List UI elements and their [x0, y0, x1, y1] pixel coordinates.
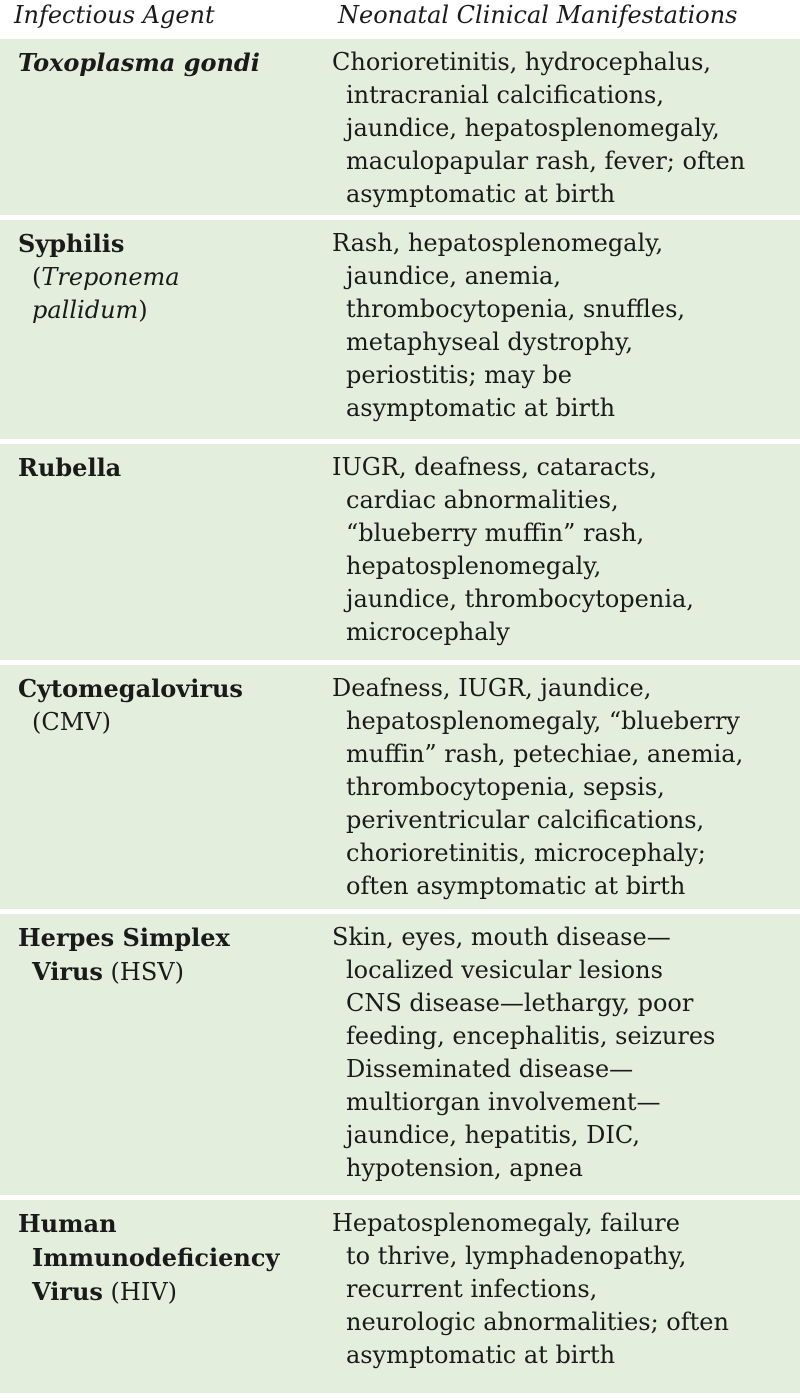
table-row [0, 1200, 800, 1398]
header-manifestations: Neonatal Clinical Manifestations [338, 1, 738, 29]
agent-text: (HIV) [102, 1278, 178, 1306]
agent-cell [0, 665, 330, 909]
agent-line [18, 294, 330, 327]
manifestation-line: IUGR, deafness, cataracts, [332, 453, 658, 481]
manifestation-line: Hepatosplenomegaly, failure [332, 1209, 680, 1237]
table-header [0, 0, 800, 39]
manifestations-cell [330, 39, 800, 215]
agent-text: (CMV) [32, 708, 111, 736]
table-row [0, 914, 800, 1200]
table-row [0, 220, 800, 444]
manifestation-line: jaundice, anemia, [346, 262, 561, 290]
agent-line [18, 227, 330, 261]
agent-text: Immunodeficiency [32, 1243, 280, 1272]
manifestations-cell [330, 665, 800, 909]
manifestation-line: asymptomatic at birth [346, 180, 616, 208]
manifestation-line: multiorgan involvement— [346, 1088, 661, 1116]
agent-line [18, 706, 330, 739]
manifestation-line: Skin, eyes, mouth disease— [332, 923, 671, 951]
manifestation-line: often asymptomatic at birth [346, 872, 686, 900]
agent-cell [0, 444, 330, 660]
agent-text: Treponema [41, 263, 180, 291]
manifestation-line: Disseminated disease— [346, 1055, 634, 1083]
manifestations-cell [330, 444, 800, 660]
agent-cell [0, 39, 330, 215]
manifestation-line: neurologic abnormalities; often [346, 1308, 729, 1336]
table-body [0, 39, 800, 1398]
manifestation-line: muffin” rash, petechiae, anemia, [346, 740, 744, 768]
agent-text: Syphilis [18, 229, 125, 258]
manifestation-line: cardiac abnormalities, [346, 486, 619, 514]
agent-line [18, 261, 330, 294]
manifestation-line: thrombocytopenia, sepsis, [346, 773, 665, 801]
manifestation-line: Rash, hepatosplenomegaly, [332, 229, 664, 257]
manifestations-cell [330, 914, 800, 1195]
manifestation-line: hypotension, apnea [346, 1154, 583, 1182]
agent-text: ( [32, 263, 42, 291]
agent-cell [0, 220, 330, 439]
agent-cell [0, 1200, 330, 1393]
agent-text: Cytomegalovirus [18, 674, 243, 703]
manifestations-cell [330, 220, 800, 439]
agent-line [18, 955, 330, 989]
manifestation-line: hepatosplenomegaly, [346, 552, 602, 580]
manifestation-line: maculopapular rash, fever; often [346, 147, 746, 175]
manifestation-line: asymptomatic at birth [346, 394, 616, 422]
manifestation-line: feeding, encephalitis, seizures [346, 1022, 716, 1050]
agent-text: pallidum [32, 296, 139, 324]
manifestation-line: jaundice, hepatosplenomegaly, [346, 114, 720, 142]
manifestation-line: hepatosplenomegaly, “blueberry [346, 707, 740, 735]
agent-text: Rubella [18, 453, 122, 482]
manifestation-line: periostitis; may be [346, 361, 572, 389]
manifestation-line: microcephaly [346, 618, 510, 646]
agent-text: Virus [32, 1277, 103, 1306]
agent-text: Herpes Simplex [18, 923, 230, 952]
table-row [0, 665, 800, 914]
manifestation-line: intracranial calcifications, [346, 81, 664, 109]
agent-line [18, 672, 330, 706]
agent-text: Toxoplasma gondi [18, 48, 260, 77]
manifestation-line: periventricular calcifications, [346, 806, 705, 834]
agent-line [18, 451, 330, 485]
agent-cell [0, 914, 330, 1195]
manifestation-line: chorioretinitis, microcephaly; [346, 839, 706, 867]
agent-line [18, 921, 330, 955]
manifestation-line: jaundice, hepatitis, DIC, [346, 1121, 641, 1149]
agent-text: (HSV) [102, 958, 184, 986]
manifestations-cell [330, 1200, 800, 1393]
agent-text: Human [18, 1209, 117, 1238]
manifestation-line: localized vesicular lesions [346, 956, 663, 984]
manifestation-line: Chorioretinitis, hydrocephalus, [332, 48, 712, 76]
agent-line [18, 1241, 330, 1275]
manifestation-line: asymptomatic at birth [346, 1341, 616, 1369]
manifestation-line: thrombocytopenia, snuffles, [346, 295, 686, 323]
agent-text: ) [138, 296, 148, 324]
table-row [0, 444, 800, 665]
manifestation-line: Deafness, IUGR, jaundice, [332, 674, 652, 702]
agent-line [18, 1275, 330, 1309]
manifestation-line: jaundice, thrombocytopenia, [346, 585, 694, 613]
manifestation-line: metaphyseal dystrophy, [346, 328, 634, 356]
manifestation-line: to thrive, lymphadenopathy, [346, 1242, 687, 1270]
agent-line [18, 46, 330, 80]
manifestation-line: CNS disease—lethargy, poor [346, 989, 694, 1017]
agent-line [18, 1207, 330, 1241]
table-row [0, 39, 800, 220]
header-agent: Infectious Agent [14, 1, 215, 29]
agent-text: Virus [32, 957, 103, 986]
manifestation-line: “blueberry muffin” rash, [346, 519, 645, 547]
manifestation-line: recurrent infections, [346, 1275, 598, 1303]
